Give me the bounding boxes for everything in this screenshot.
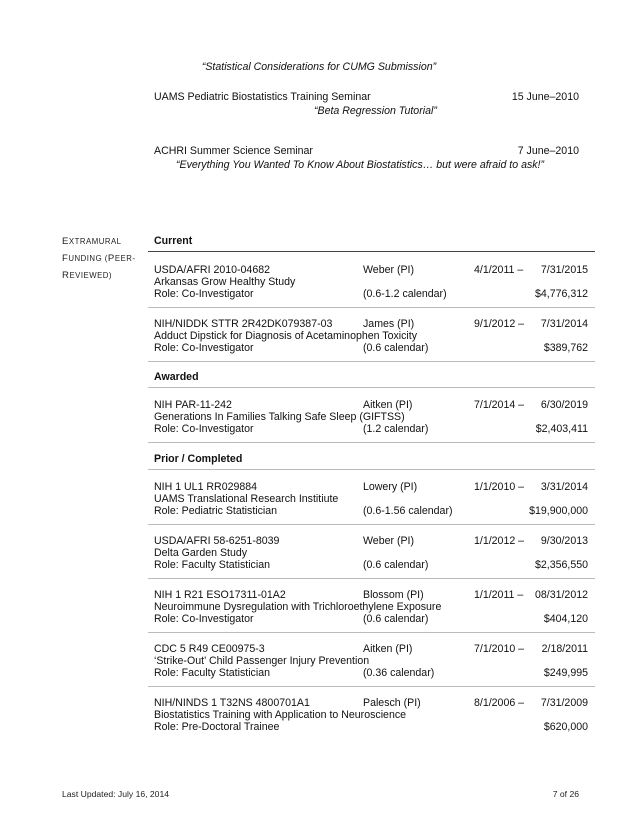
grant-amount: $2,356,550 — [534, 559, 588, 571]
grant-id: CDC 5 R49 CE00975-3 — [154, 643, 265, 655]
divider — [148, 469, 595, 470]
grant-end-date: 6/30/2019 — [540, 399, 588, 411]
presentation-date-achri: 7 June–2010 — [517, 145, 579, 157]
heading-rest: XTRAMURAL — [68, 237, 122, 246]
grant-effort: (0.6 calendar) — [363, 559, 429, 571]
presentation-title-cumg: “Statistical Considerations for CUMG Submission” — [201, 61, 437, 73]
grant-id: NIH/NINDS 1 T32NS 4800701A1 — [154, 697, 310, 709]
grant-pi: Blossom (PI) — [363, 589, 424, 601]
grant-role: Role: Co-Investigator — [154, 613, 254, 625]
grant-role: Role: Faculty Statistician — [154, 667, 270, 679]
divider — [148, 578, 595, 579]
grant-entry — [154, 589, 588, 629]
grant-effort: (0.6-1.56 calendar) — [363, 505, 453, 517]
divider — [148, 632, 595, 633]
grant-role: Role: Pre-Doctoral Trainee — [154, 721, 280, 733]
divider — [148, 686, 595, 687]
grant-end-date: 08/31/2012 — [534, 589, 588, 601]
heading-cap: P — [107, 253, 115, 264]
grant-end-date: 2/18/2011 — [541, 643, 588, 655]
grant-id: NIH PAR-11-242 — [154, 399, 232, 411]
grant-start-date: 7/1/2010 – — [474, 643, 525, 655]
divider — [148, 361, 595, 362]
heading-rest: EER- — [114, 254, 136, 263]
presentation-title-beta: “Beta Regression Tutorial” — [314, 105, 437, 117]
grant-role: Role: Co-Investigator — [154, 342, 254, 354]
grant-amount: $19,900,000 — [529, 505, 588, 517]
presentation-event-uams: UAMS Pediatric Biostatistics Training Seminar — [154, 91, 371, 103]
grant-end-date: 7/31/2014 — [540, 318, 588, 330]
grant-pi: James (PI) — [363, 318, 415, 330]
grant-amount: $249,995 — [543, 667, 588, 679]
grant-role: Role: Faculty Statistician — [154, 559, 270, 571]
grant-effort: (0.36 calendar) — [363, 667, 435, 679]
grant-entry — [154, 481, 588, 521]
grant-role: Role: Co-Investigator — [154, 288, 254, 300]
grant-end-date: 7/31/2015 — [540, 264, 588, 276]
divider — [148, 442, 595, 443]
grant-pi: Aitken (PI) — [363, 399, 413, 411]
grant-effort: (0.6-1.2 calendar) — [363, 288, 447, 300]
footer-last-updated: Last Updated: July 16, 2014 — [62, 789, 170, 799]
grant-title: Adduct Dipstick for Diagnosis of Acetaminophen Toxicity — [154, 330, 418, 342]
grant-start-date: 1/1/2012 – — [474, 535, 525, 547]
grant-id: USDA/AFRI 58-6251-8039 — [154, 535, 280, 547]
section-heading-extramural-funding — [62, 233, 144, 284]
grant-entry — [154, 399, 588, 439]
grant-start-date: 9/1/2012 – — [474, 318, 525, 330]
grant-effort: (0.6 calendar) — [363, 613, 429, 625]
grant-amount: $404,120 — [543, 613, 588, 625]
grant-entry — [154, 643, 588, 683]
grant-title: ‘Strike-Out’ Child Passenger Injury Prevention — [154, 655, 370, 667]
grant-entry — [154, 318, 588, 358]
grant-pi: Weber (PI) — [363, 264, 415, 276]
grant-effort: (0.6 calendar) — [363, 342, 429, 354]
grant-amount: $2,403,411 — [535, 423, 588, 435]
heading-cap: E — [62, 236, 69, 247]
section-label-awarded: Awarded — [154, 371, 199, 383]
divider — [148, 251, 595, 252]
grant-entry — [154, 535, 588, 575]
grant-entry — [154, 697, 588, 737]
grant-pi: Palesch (PI) — [363, 697, 421, 709]
grant-title: UAMS Translational Research Institiute — [154, 493, 339, 505]
heading-cap: F — [62, 253, 69, 264]
grant-amount: $389,762 — [543, 342, 588, 354]
presentation-date-uams: 15 June–2010 — [511, 91, 579, 103]
divider — [148, 307, 595, 308]
grant-id: NIH/NIDDK STTR 2R42DK079387-03 — [154, 318, 333, 330]
grant-start-date: 7/1/2014 – — [474, 399, 525, 411]
grant-end-date: 3/31/2014 — [540, 481, 588, 493]
grant-amount: $4,776,312 — [534, 288, 588, 300]
section-label-current: Current — [154, 235, 193, 247]
grant-start-date: 1/1/2010 – — [474, 481, 525, 493]
grant-pi: Aitken (PI) — [363, 643, 413, 655]
grant-end-date: 9/30/2013 — [540, 535, 588, 547]
footer-page-number: 7 of 26 — [552, 789, 579, 799]
heading-rest: UNDING ( — [68, 254, 108, 263]
heading-cap: R — [62, 270, 70, 281]
grant-pi: Lowery (PI) — [363, 481, 418, 493]
grant-title: Delta Garden Study — [154, 547, 248, 559]
grant-id: NIH 1 R21 ESO17311-01A2 — [154, 589, 286, 601]
grant-id: NIH 1 UL1 RR029884 — [154, 481, 258, 493]
divider — [148, 524, 595, 525]
grant-entry — [154, 264, 588, 304]
presentation-event-achri: ACHRI Summer Science Seminar — [154, 145, 313, 157]
grant-title: Biostatistics Training with Application to Neuroscience — [154, 709, 407, 721]
presentation-title-biostat: “Everything You Wanted To Know About Biostatistics… but were afraid to ask!” — [176, 159, 545, 171]
grant-start-date: 4/1/2011 – — [474, 264, 524, 276]
grant-effort: (1.2 calendar) — [363, 423, 429, 435]
grant-title: Neuroimmune Dysregulation with Trichloroethylene Exposure — [154, 601, 442, 613]
heading-rest: EVIEWED) — [69, 271, 112, 280]
grant-role: Role: Pediatric Statistician — [154, 505, 278, 517]
grant-title: Arkansas Grow Healthy Study — [154, 276, 296, 288]
grant-pi: Weber (PI) — [363, 535, 415, 547]
grant-start-date: 1/1/2011 – — [474, 589, 524, 601]
grant-role: Role: Co-Investigator — [154, 423, 254, 435]
divider — [148, 387, 595, 388]
grant-title: Generations In Families Talking Safe Sleep (GIFTSS) — [154, 411, 405, 423]
grant-start-date: 8/1/2006 – — [474, 697, 525, 709]
grant-end-date: 7/31/2009 — [540, 697, 588, 709]
grant-amount: $620,000 — [543, 721, 588, 733]
grant-id: USDA/AFRI 2010-04682 — [154, 264, 271, 276]
section-label-prior: Prior / Completed — [154, 453, 243, 465]
